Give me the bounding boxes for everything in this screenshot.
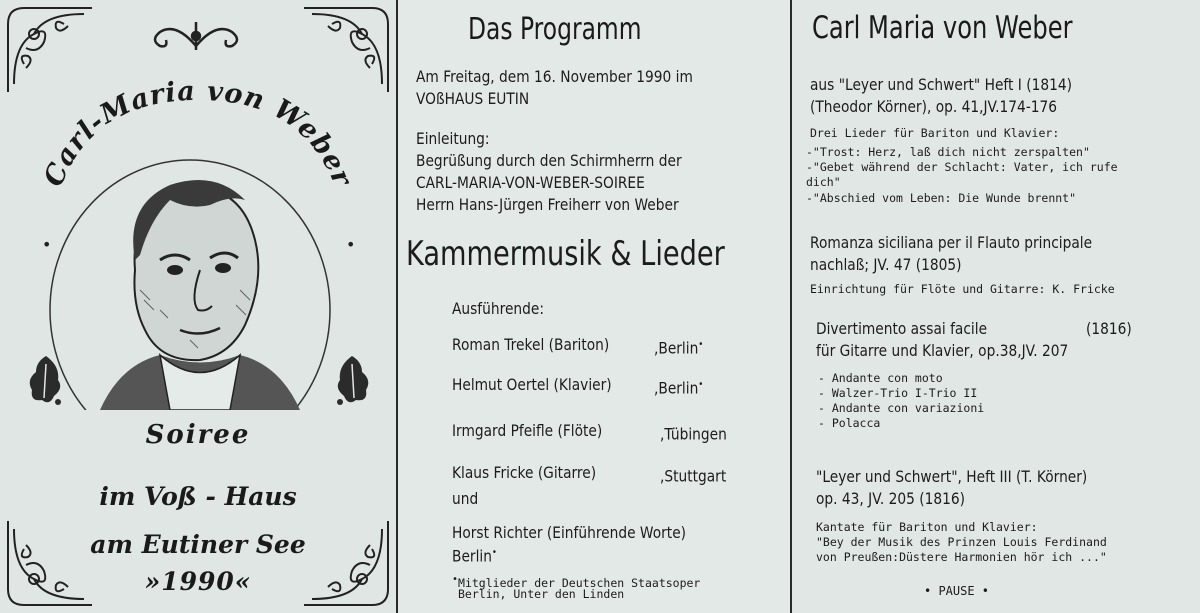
- svg-text:Carl-Maria von Weber: [38, 76, 358, 192]
- svg-text:•: •: [346, 235, 356, 254]
- intermission-label: • PAUSE •: [924, 584, 990, 598]
- performer-name: Irmgard Pfeifle (Flöte): [452, 421, 603, 440]
- work-item: - Walzer-Trio I-Trio II: [818, 386, 978, 400]
- work-item: -"Trost: Herz, laß dich nicht zerspalten": [806, 145, 1090, 159]
- event-year: »1990«: [144, 567, 252, 596]
- repertoire-panel: [792, 0, 1200, 613]
- intro-line: Herrn Hans-Jürgen Freiherr von Weber: [416, 195, 679, 214]
- intro-line: Begrüßung durch den Schirmherrn der: [416, 151, 682, 170]
- program-panel: [398, 0, 790, 613]
- work-subtitle: Drei Lieder für Bariton und Klavier:: [810, 126, 1060, 140]
- date-line: Am Freitag, dem 16. November 1990 im: [416, 67, 693, 86]
- work-item: -"Abschied vom Leben: Die Wunde brennt": [806, 191, 1077, 205]
- performer-city: ,Berlin•: [654, 378, 704, 398]
- work-title: "Leyer und Schwert", Heft III (T. Körner): [816, 467, 1088, 486]
- work-item: - Andante con moto: [818, 371, 943, 385]
- leaf-ornament-icon: [330, 352, 374, 408]
- cover-title: Carl-Maria von Weber: [38, 75, 358, 191]
- soiree-heading: Soiree: [145, 420, 251, 450]
- cover-panel: [0, 0, 396, 613]
- work-title: für Gitarre und Klavier, op.38,JV. 207: [816, 341, 1069, 360]
- work-item: von Preußen:Düstere Harmonien hör ich ...": [816, 550, 1107, 564]
- performer-name: Roman Trekel (Bariton): [452, 335, 610, 354]
- performer-name: Helmut Oertel (Klavier): [452, 375, 612, 394]
- performer-city: ,Berlin•: [654, 338, 704, 358]
- performer-name: Klaus Fricke (Gitarre): [452, 463, 597, 482]
- work-title: Divertimento assai facile: [816, 319, 988, 338]
- work-subtitle: Kantate für Bariton und Klavier:: [816, 520, 1038, 534]
- work-item: -"Gebet während der Schlacht: Vater, ich rufe: [806, 160, 1118, 174]
- performer-city: ,Tübingen: [660, 424, 727, 444]
- intro-heading: Einleitung:: [416, 129, 490, 148]
- speaker-name: Horst Richter (Einführende Worte): [452, 523, 687, 542]
- performer-city: ,Stuttgart: [660, 466, 727, 486]
- work-title: nachlaß; JV. 47 (1805): [810, 255, 962, 274]
- svg-text:•: •: [42, 235, 52, 254]
- footnote: •Mitglieder der Deutschen Staatsoper: [452, 574, 701, 590]
- section-title: Kammermusik & Lieder: [406, 234, 725, 274]
- venue-line: im Voß - Haus: [99, 482, 297, 511]
- program-title: Das Programm: [468, 12, 642, 47]
- work-title: op. 43, JV. 205 (1816): [816, 489, 965, 508]
- work-title: aus "Leyer und Schwert" Heft I (1814): [810, 75, 1072, 94]
- venue-line-2: am Eutiner See: [90, 530, 306, 559]
- work-item: - Polacca: [818, 416, 881, 430]
- arched-composer-name: [20, 60, 376, 260]
- work-subtitle: Einrichtung für Flöte und Gitarre: K. Fricke: [810, 282, 1115, 296]
- work-item: dich": [806, 175, 841, 189]
- leaf-ornament-icon: [24, 352, 68, 408]
- performers-heading: Ausführende:: [452, 299, 544, 318]
- venue-line: VOßHAUS EUTIN: [416, 89, 530, 108]
- work-title: Romanza siciliana per il Flauto principale: [810, 233, 1093, 252]
- speaker-city: Berlin•: [452, 546, 498, 566]
- work-year: (1816): [1086, 319, 1132, 338]
- scroll-ornament-icon: [146, 16, 246, 56]
- work-item: - Andante con variazioni: [818, 401, 985, 415]
- work-item: "Bey der Musik des Prinzen Louis Ferdinand: [816, 535, 1107, 549]
- work-title: (Theodor Körner), op. 41,JV.174-176: [810, 97, 1058, 116]
- conjunction-text: und: [452, 489, 479, 508]
- footnote-line: Berlin, Unter den Linden: [458, 587, 625, 601]
- composer-title: Carl Maria von Weber: [812, 10, 1073, 46]
- intro-line: CARL-MARIA-VON-WEBER-SOIREE: [416, 173, 645, 192]
